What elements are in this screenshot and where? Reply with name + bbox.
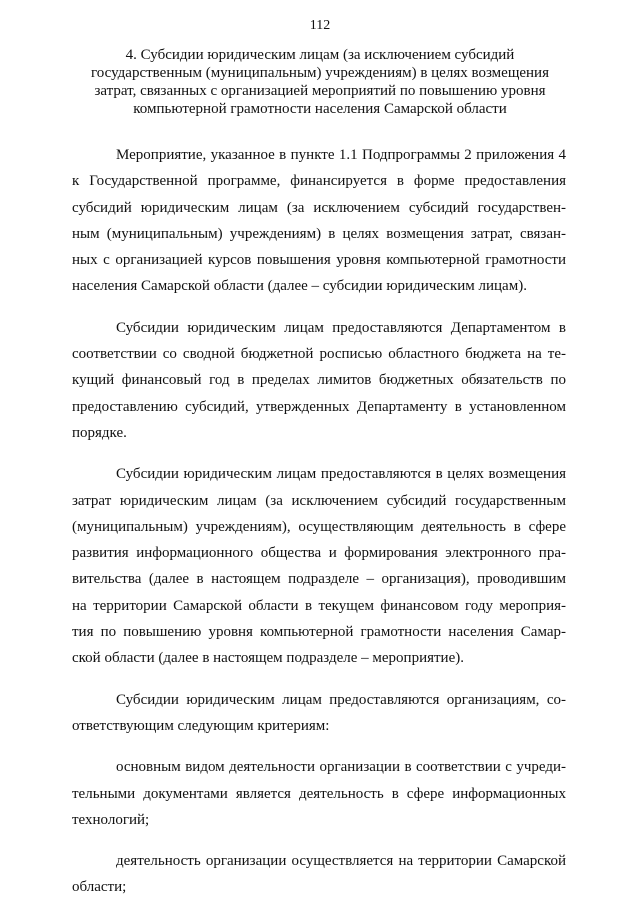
paragraph [72,315,566,446]
text-line: деятельность организации осуществляется на территории Самарской [116,853,566,870]
text-line: ных с организацией курсов повышения уровня компьютерной грамотности [72,252,566,269]
text-line: Субсидии юридическим лицам предоставляются организациям, со- [116,691,566,708]
text-line: на территории Самарской области в текущем финансовом году мероприя- [72,597,566,614]
text-line: (муниципальным) учреждениям), осуществляющим деятельность в сфере [72,518,566,535]
paragraph [72,754,566,833]
text-line: Субсидии юридическим лицам предоставляются Департаментом в [116,319,566,336]
section-heading [70,46,570,118]
text-line: области; [72,879,127,896]
text-line: Мероприятие, указанное в пункте 1.1 Подпрограммы 2 приложения 4 [116,147,566,163]
text-line: населения Самарской области (далее – субсидии юридическим лицам). [72,278,527,295]
paragraph [72,848,566,901]
paragraph [72,461,566,671]
text-line: кущий финансовый год в пределах лимитов бюджетных обязательств по [72,372,566,389]
text-line: предоставлению субсидий, утвержденных Департаменту в установленном [72,398,566,415]
text-line: затрат юридическим лицам (за исключением субсидий государственным [72,492,566,509]
text-line: основным видом деятельности организации в соответствии с учреди- [116,759,566,776]
text-line: ным (муниципальным) учреждениям) в целях возмещения затрат, связан- [72,225,566,242]
text-line: к Государственной программе, финансируется в форме предоставления [72,173,566,190]
text-line: субсидий юридическим лицам (за исключением субсидий государствен- [72,199,566,216]
text-line: технологий; [72,811,150,828]
text-line: развития информационного общества и формирования электронного пра- [72,545,566,562]
text-line: ской области (далее в настоящем подразделе – мероприятие). [72,650,464,667]
heading-line: компьютерной грамотности населения Самарской области [133,101,507,117]
text-line: тия по повышению уровня компьютерной грамотности населения Самар- [72,624,566,641]
paragraph [72,142,566,300]
heading-line: государственным (муниципальным) учреждениям) в целях возмещения [91,65,549,81]
text-line: соответствии со сводной бюджетной росписью областного бюджета на те- [72,346,566,363]
paragraph [72,687,566,740]
heading-line: 4. Субсидии юридическим лицам (за исключением субсидий [125,47,515,63]
text-line: вительства (далее в настоящем подразделе – организация), проводившим [72,571,566,588]
text-line: Субсидии юридическим лицам предоставляются в целях возмещения [116,466,566,483]
text-line: ответствующим следующим критериям: [72,717,330,734]
heading-line: затрат, связанных с организацией мероприятий по повышению уровня [94,83,546,99]
text-line: порядке. [72,424,127,441]
page-number: 112 [309,18,331,33]
text-line: тельными документами является деятельность в сфере информационных [72,785,566,802]
document-body [72,142,566,916]
